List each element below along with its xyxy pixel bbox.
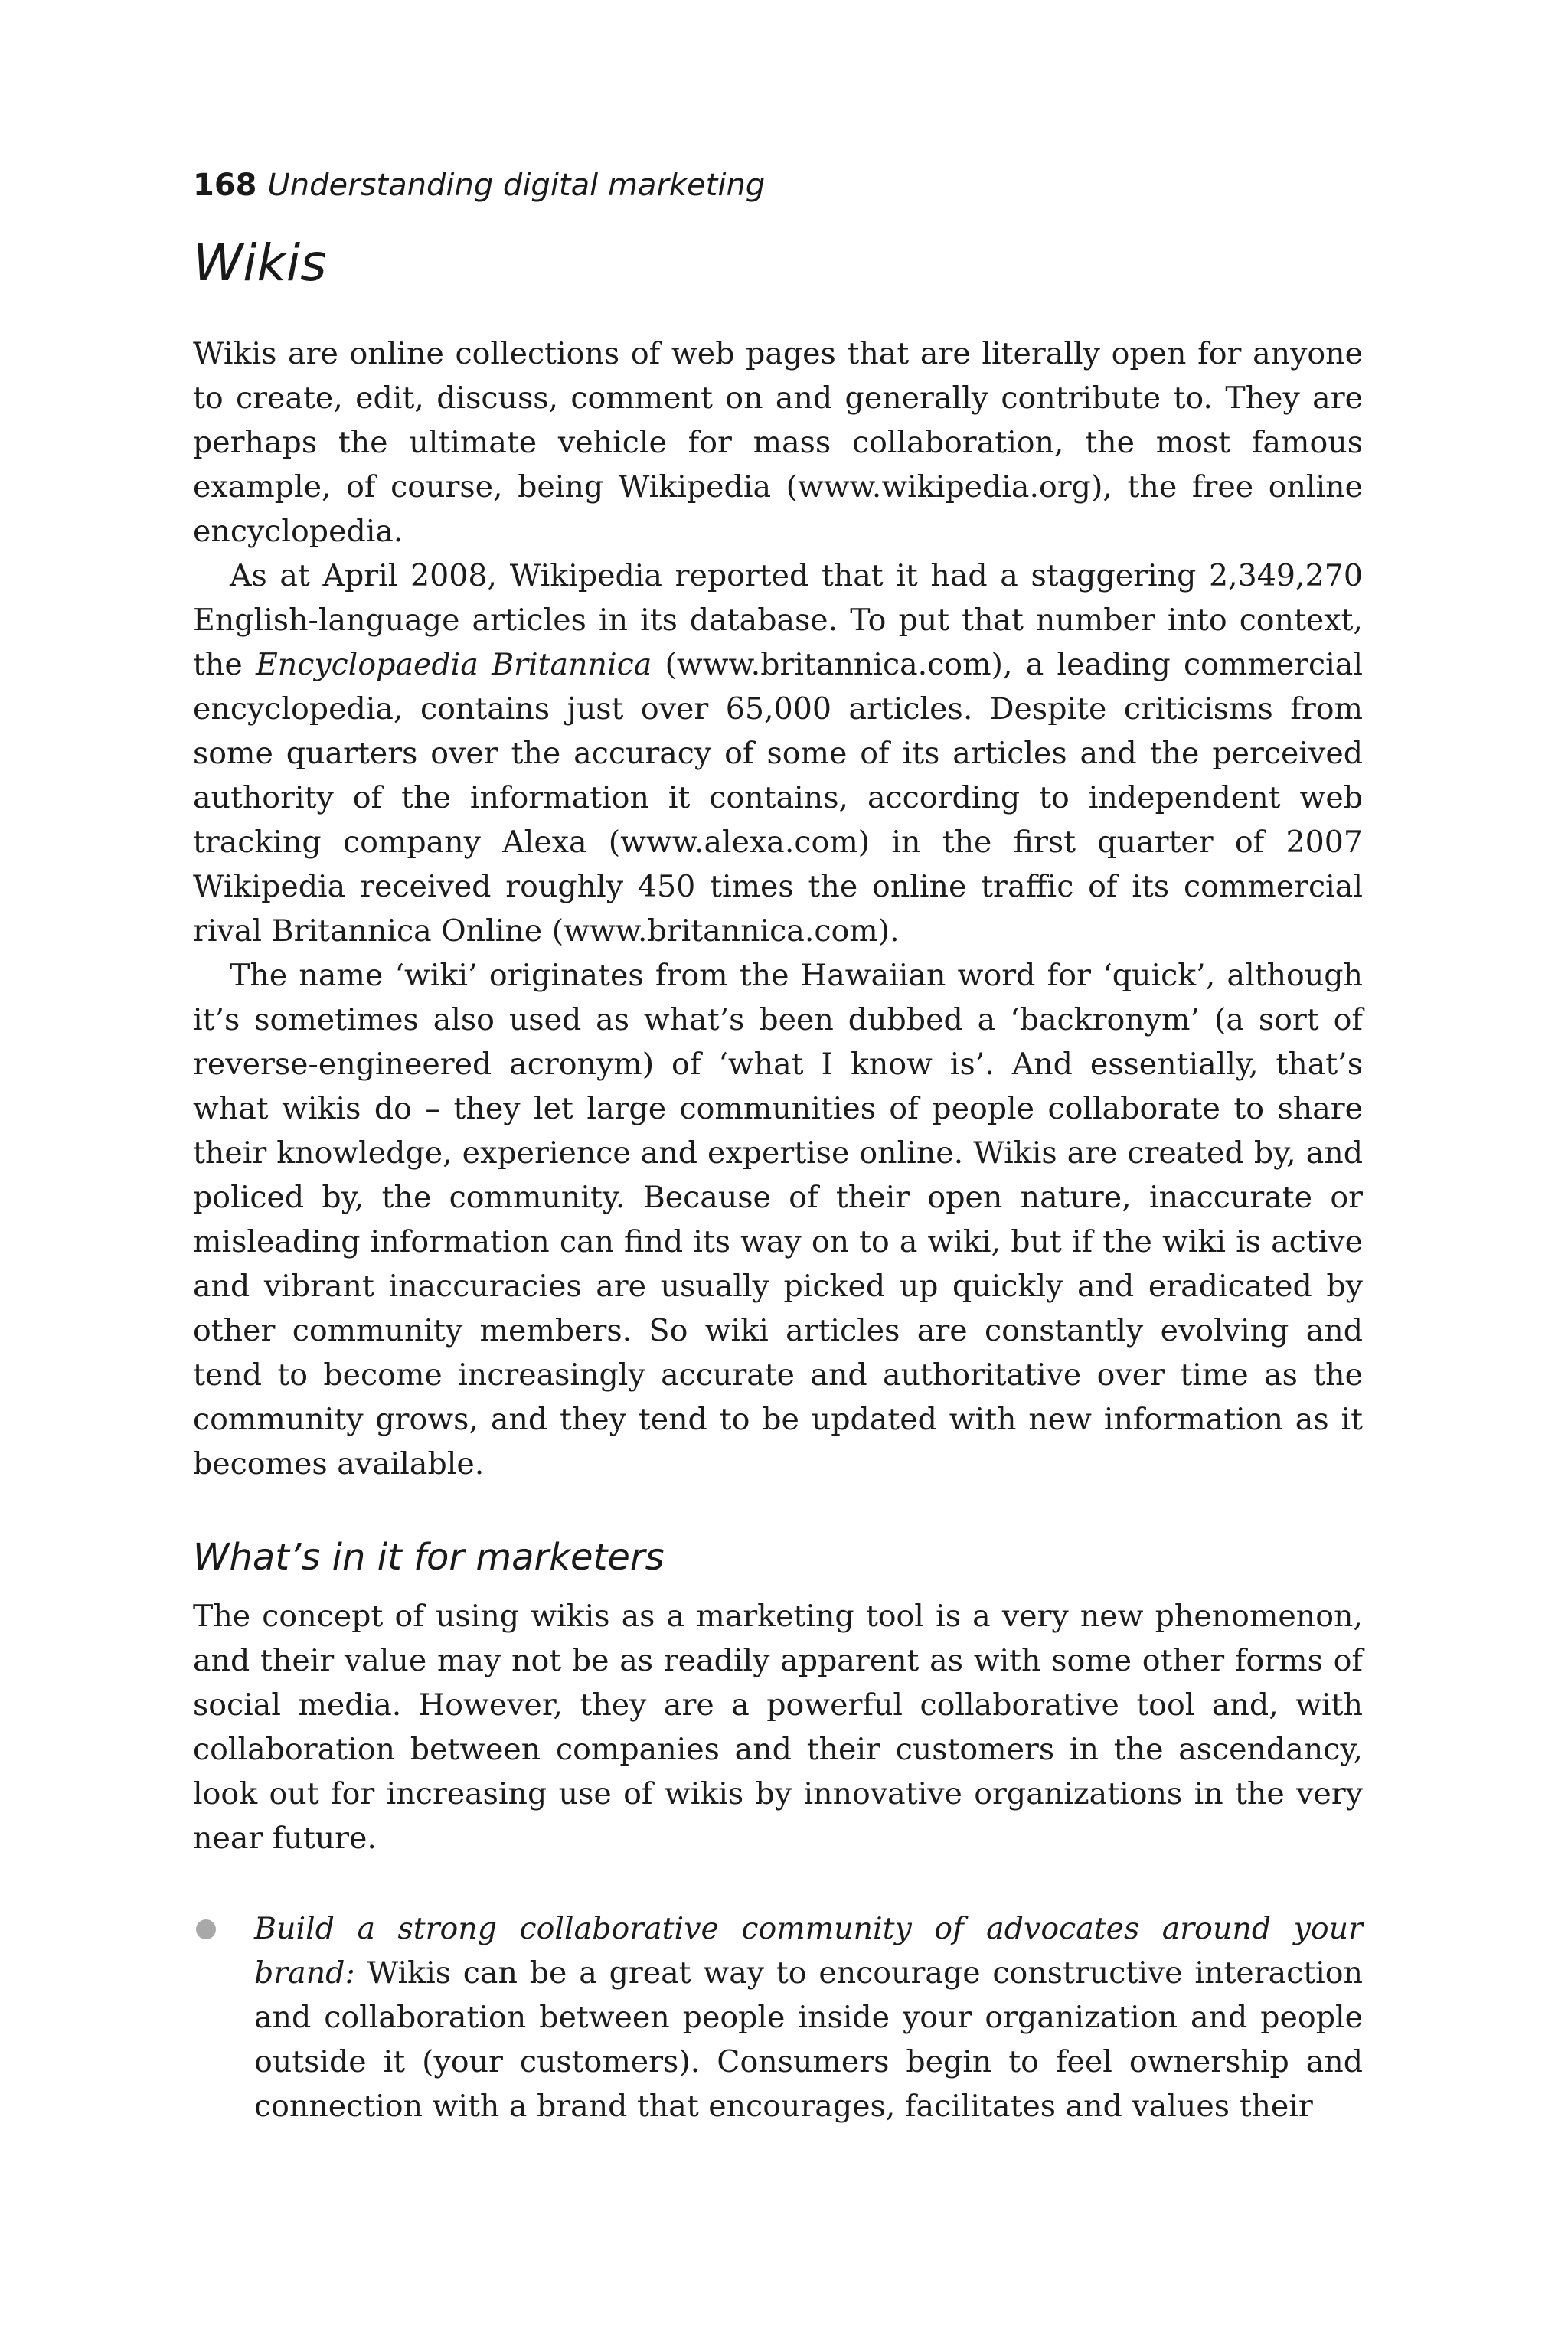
paragraph-wiki-name-origin: The name ‘wiki’ originates from the Hawaiian word for ‘quick’, although it’s sometimes also used as what’s been dubbed a ‘backronym’ (a sort of reverse-engineered acronym) of ‘what I know is’. And essentially, that’s what wikis do – they let large communities of people collaborate to share their knowledge, experience and expertise online. Wikis are created by, and policed by, the community. Because of their open nature, inaccurate or misleading information can find its way on to a wiki, but if the wiki is active and vibrant inaccuracies are usually picked up quickly and eradicated by other community members. So wiki articles are constantly evolving and tend to become increasingly accurate and authoritative over time as the community grows, and they tend to be updated with new information as it becomes available. [193, 957, 1363, 1481]
running-head-title: Understanding digital marketing [267, 168, 766, 203]
subsection-title: What’s in it for marketers [193, 1535, 665, 1579]
page-number: 168 [193, 168, 257, 203]
paragraph-wikipedia-stats [193, 554, 1363, 953]
paragraph-wiki-definition: Wikis are online collections of web pages that are literally open for anyone to create, edit, discuss, comment on and generally contribute to. They are perhaps the ultimate vehicle for mass collaboration, the most famous example, of course, being Wikipedia (www.wikipedia.org), the free online encyclopedia. [193, 335, 1363, 549]
bullet-list [193, 1906, 1363, 2128]
paragraph-marketing-concept: The concept of using wikis as a marketing tool is a very new phenomenon, and their value may not be as readily apparent as with some other forms of social media. However, they are a powerful collaborative tool and, with collaboration between companies and their customers in the ascendancy, look out for increasing use of wikis by innovative organizations in the very near future. [193, 1598, 1363, 1856]
bullet-text: Wikis can be a great way to encourage constructive interaction and collaboration between people inside your organization and people outside it (your customers). Consumers begin to feel ownership and connection with a brand that encourages, facilitates and values their [254, 1955, 1363, 2124]
bullet-lead: Build a strong collaborative community of advocates around your brand: [254, 1910, 1363, 1991]
paragraph-wikipedia-stats-end: (www.britannica.com), a leading commercial encyclopedia, contains just over 65,000 articles. Despite criticisms from some quarters over the accuracy of some of its articles and the perceived authority of the information it contains, according to independent web tracking company Alexa (www.alexa.com) in the first quarter of 2007 Wikipedia received roughly 450 times the online traffic of its commercial rival Britannica Online (www.britannica.com). [193, 646, 1363, 949]
section-title: Wikis [193, 234, 327, 292]
bullet-item [193, 1906, 1363, 2128]
britannica-italic-title: Encyclopaedia Britannica [255, 646, 652, 682]
paragraph-wikipedia-stats-start: As at April 2008, Wikipedia reported that it had a staggering 2,349,270 English-language articles in its database. To put that number into context, the [193, 557, 1363, 682]
book-page [193, 167, 1363, 2128]
bullet-paragraph [254, 1906, 1363, 2128]
running-head [193, 167, 1363, 204]
bullet-dot-icon [196, 1919, 216, 1939]
